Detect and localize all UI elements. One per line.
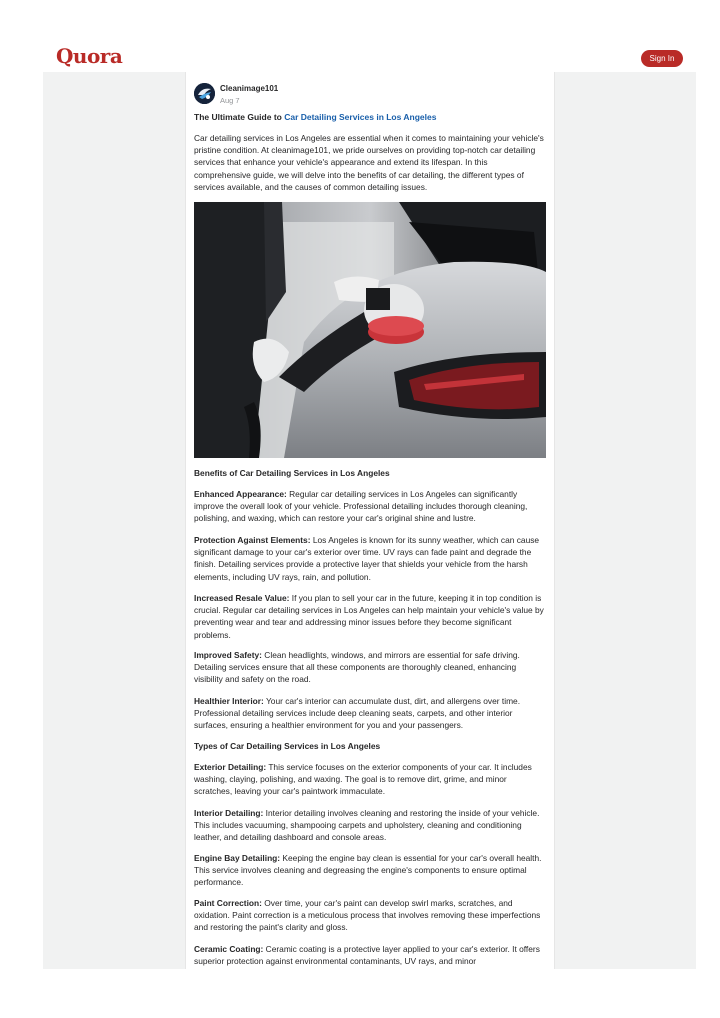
author-avatar[interactable] xyxy=(194,83,215,104)
type-label: Ceramic Coating: xyxy=(194,944,264,954)
benefit-paragraph xyxy=(194,695,546,732)
avatar-logo-icon xyxy=(194,83,215,104)
benefit-paragraph xyxy=(194,534,546,583)
post-date[interactable]: Aug 7 xyxy=(220,96,240,105)
benefit-label: Protection Against Elements: xyxy=(194,535,311,545)
benefit-text: Clean headlights, windows, and mirrors are essential for safe driving. Detailing services ensure that all these components are thoroughly cleaned, enhancing visibility and safety on the road. xyxy=(194,650,520,685)
benefit-label: Enhanced Appearance: xyxy=(194,489,287,499)
top-bar xyxy=(0,0,720,72)
benefit-label: Increased Resale Value: xyxy=(194,593,290,603)
post-title-link[interactable]: Car Detailing Services in Los Angeles xyxy=(284,112,437,122)
benefit-text: If you plan to sell your car in the future, keeping it in top condition is crucial. Regular car detailing services in Los Angeles can help maintain your vehicle's value by preventing wear and tear and addressing minor issues before they become significant problems. xyxy=(194,593,544,640)
type-text: Keeping the engine bay clean is essential for your car's overall health. This service involves cleaning and degreasing the engine's components to ensure optimal performance. xyxy=(194,853,542,888)
benefit-label: Improved Safety: xyxy=(194,650,262,660)
author-name[interactable]: Cleanimage101 xyxy=(220,84,279,93)
sign-in-button[interactable]: Sign In xyxy=(641,50,683,67)
post-title-text: The Ultimate Guide to xyxy=(194,112,285,122)
type-paragraph xyxy=(194,897,546,934)
type-text: Interior detailing involves cleaning and restoring the inside of your vehicle. This includes vacuuming, shampooing carpets and upholstery, cleaning and conditioning leather, and detailing dashboard and console areas. xyxy=(194,808,540,843)
benefit-text: Los Angeles is known for its sunny weather, which can cause significant damage to your car's exterior over time. UV rays can fade paint and degrade the finish. Detailing services provide a protective layer that shields your vehicle from the harsh elements, including UV rays, rain, and pollution. xyxy=(194,535,540,582)
types-heading xyxy=(194,740,546,752)
type-paragraph xyxy=(194,943,546,967)
benefit-label: Healthier Interior: xyxy=(194,696,264,706)
post-title xyxy=(194,112,436,122)
type-label: Exterior Detailing: xyxy=(194,762,267,772)
type-text: Ceramic coating is a protective layer applied to your car's exterior. It offers superior protection against environmental contaminants, UV rays, and minor xyxy=(194,944,540,967)
type-text: This service focuses on the exterior components of your car. It includes washing, claying, polishing, and waxing. The goal is to remove dirt, grime, and minor scratches, leaving your car's paintwork immaculate. xyxy=(194,762,532,797)
type-label: Interior Detailing: xyxy=(194,808,264,818)
benefits-heading-text: Benefits of Car Detailing Services in Los Angeles xyxy=(194,468,390,478)
type-label: Engine Bay Detailing: xyxy=(194,853,281,863)
type-paragraph xyxy=(194,852,546,889)
type-text: Over time, your car's paint can develop swirl marks, scratches, and oxidation. Paint correction is a meticulous process that involves removing these imperfections and restoring the paint's clarity and gloss. xyxy=(194,898,541,933)
benefit-text: Your car's interior can accumulate dust, dirt, and allergens over time. Professional detailing services include deep cleaning seats, carpets, and other interior surfaces, ensuring a healthier environment for you and your passengers. xyxy=(194,696,521,731)
quora-logo[interactable]: Quora xyxy=(56,44,123,68)
intro-paragraph: Car detailing services in Los Angeles are essential when it comes to maintaining your vehicle's pristine condition. At cleanimage101, we pride ourselves on providing top-notch car detailing services that enhance your vehicle's appearance and extend its lifespan. In this comprehensive guide, we will delve into the benefits of car detailing, the different types of services available, and the causes of common detailing issues. xyxy=(194,133,544,192)
benefits-heading xyxy=(194,467,546,479)
type-paragraph xyxy=(194,761,546,798)
type-paragraph xyxy=(194,807,546,844)
car-polishing-photo xyxy=(194,202,546,458)
benefit-paragraph xyxy=(194,592,546,641)
type-label: Paint Correction: xyxy=(194,898,262,908)
types-heading-text: Types of Car Detailing Services in Los Angeles xyxy=(194,741,381,751)
benefit-paragraph xyxy=(194,649,546,686)
benefit-paragraph xyxy=(194,488,546,525)
benefit-text: Regular car detailing services in Los Angeles can significantly improve the overall look of your vehicle. Professional detailing includes thorough cleaning, polishing, and waxing, which can restore your car's original shine and lustre. xyxy=(194,489,528,524)
post-image xyxy=(194,202,546,458)
